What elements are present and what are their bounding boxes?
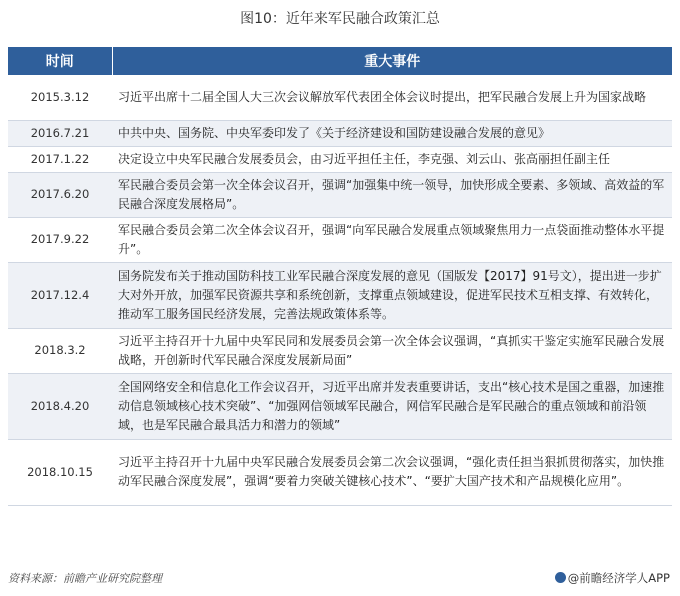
- table-row: [8, 172, 672, 217]
- row-event: 军民融合委员会第二次全体会议召开，强调“向军民融合发展重点领域聚焦用力一点袋面推动整体水平提升”。: [112, 217, 672, 262]
- row-event: 习近平出席十二届全国人大三次会议解放军代表团全体会议时提出，把军民融合发展上升为国家战略: [112, 75, 672, 120]
- row-event: 习近平主持召开十九届中央军民同和发展委员会第一次全体会议强调，“真抓实干鉴定实施军民融合发展战略，开创新时代军民融合深度发展新局面”: [112, 328, 672, 373]
- row-event: 全国网络安全和信息化工作会议召开，习近平出席并发表重要讲话，支出“核心技术是国之重器，加速推动信息领域核心技术突破”、“加强网信领域军民融合，网信军民融合是军民融合的重点领域和前沿领域，也是军民融合最具活力和潜力的领域”: [112, 373, 672, 439]
- table-row: [8, 120, 672, 146]
- row-date: 2017.6.20: [8, 172, 112, 217]
- row-event: 军民融合委员会第一次全体会议召开，强调“加强集中统一领导，加快形成全要素、多领域、高效益的军民融合深度发展格局”。: [112, 172, 672, 217]
- table-row: [8, 373, 672, 439]
- table-row: [8, 75, 672, 120]
- policy-table: [8, 47, 672, 506]
- row-date: 2017.9.22: [8, 217, 112, 262]
- header-date: 时间: [8, 47, 112, 75]
- row-event: 中共中央、国务院、中央军委印发了《关于经济建设和国防建设融合发展的意见》: [112, 120, 672, 146]
- row-date: 2018.10.15: [8, 439, 112, 505]
- row-date: 2017.12.4: [8, 262, 112, 328]
- row-date: 2016.7.21: [8, 120, 112, 146]
- row-date: 2015.3.12: [8, 75, 112, 120]
- figure-title: 图10：近年来军民融合政策汇总: [240, 11, 440, 27]
- brand-credit: [555, 570, 670, 586]
- table-row: [8, 328, 672, 373]
- table-row: [8, 146, 672, 172]
- row-event: 习近平主持召开十九届中央军民融合发展委员会第二次会议强调，“强化责任担当狠抓贯彻落实，加快推动军民融合深度发展”，强调“要着力突破关键核心技术”、“要扩大国产技术和产品规模化应用”。: [112, 439, 672, 505]
- row-date: 2017.1.22: [8, 146, 112, 172]
- brand-logo-icon: [555, 572, 566, 583]
- table-row: [8, 262, 672, 328]
- row-event: 国务院发布关于推动国防科技工业军民融合深度发展的意见（国版发【2017】91号文），提出进一步扩大对外开放，加强军民资源共享和系统创新，支撑重点领域建设，促进军民技术互相支撑、有效转化，推动军工服务国民经济发展，完善法规政策体系等。: [112, 262, 672, 328]
- row-date: 2018.4.20: [8, 373, 112, 439]
- row-date: 2018.3.2: [8, 328, 112, 373]
- source-note: 资料来源：前瞻产业研究院整理: [8, 572, 162, 585]
- table-row: [8, 217, 672, 262]
- table-header-row: [8, 47, 672, 75]
- header-event: 重大事件: [112, 47, 672, 75]
- row-event: 决定设立中央军民融合发展委员会，由习近平担任主任，李克强、刘云山、张高丽担任副主任: [112, 146, 672, 172]
- brand-text: @前瞻经济学人APP: [567, 571, 670, 585]
- table-row: [8, 439, 672, 505]
